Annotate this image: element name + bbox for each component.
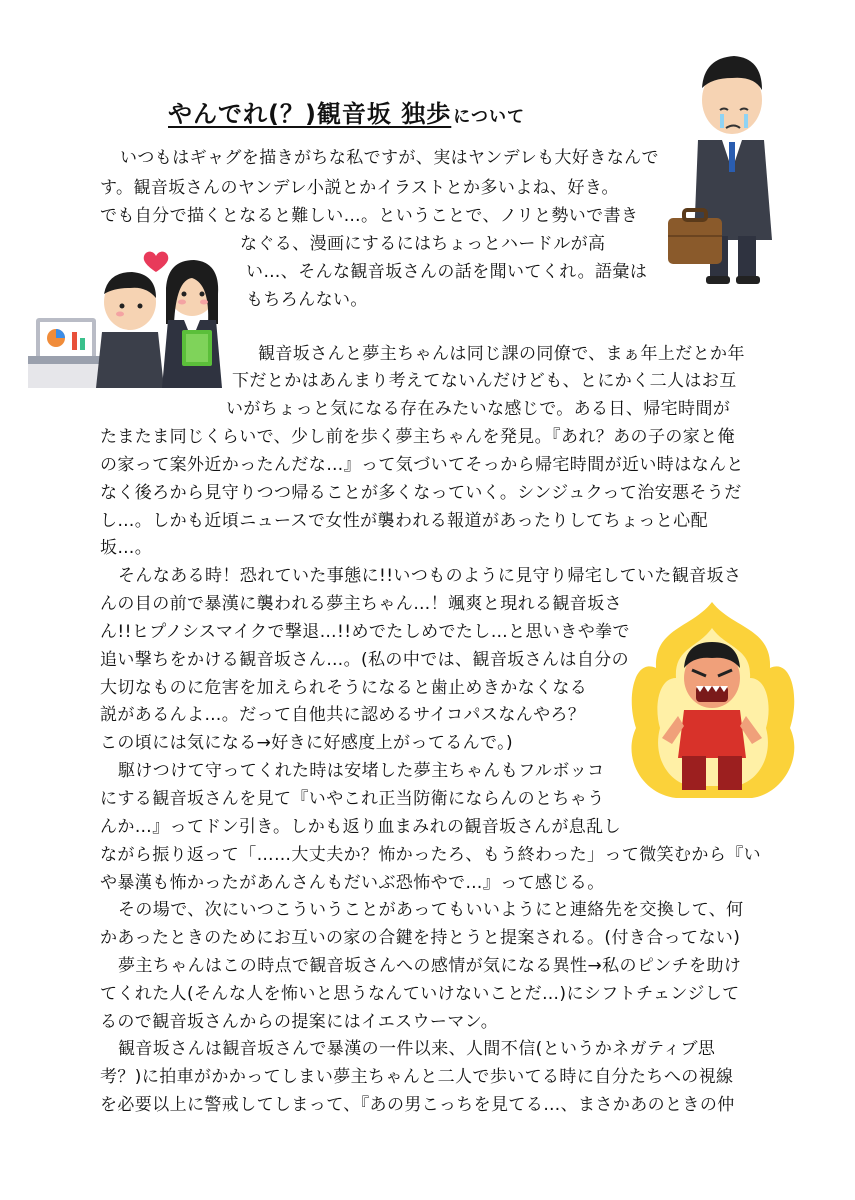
text-line: 追い撃ちをかける観音坂さん…。(私の中では、観音坂さんは自分の bbox=[100, 650, 630, 670]
text-line: 駆けつけて守ってくれた時は安堵した夢主ちゃんもフルボッコ bbox=[118, 761, 605, 781]
text-line: この頃には気になる→好きに好感度上がってるんで。) bbox=[100, 733, 514, 753]
page-title bbox=[168, 94, 525, 129]
text-line: い…、そんな観音坂さんの話を聞いてくれ。語彙は bbox=[246, 262, 648, 282]
angry-man-fire-illustration bbox=[622, 598, 804, 802]
text-line: んか…』ってドン引き。しかも返り血まみれの観音坂さんが息乱し bbox=[100, 817, 621, 837]
title-main: やんでれ(？)観音坂 独歩 bbox=[168, 100, 452, 128]
text-line: るので観音坂さんからの提案にはイエスウーマン。 bbox=[100, 1012, 499, 1032]
text-line: 観音坂さんは観音坂さんで暴漢の一件以来、人間不信(というかネガティブ思 bbox=[118, 1039, 716, 1059]
text-line: 夢主ちゃんはこの時点で観音坂さんへの感情が気になる異性→私のピンチを助け bbox=[118, 956, 742, 976]
text-line: その場で、次にいつこういうことがあってもいいようにと連絡先を交換して、何 bbox=[118, 900, 744, 920]
text-line: 下だとかはあんまり考えてないんだけども、とにかく二人はお互 bbox=[232, 371, 737, 391]
text-line: 大切なものに危害を加えられそうになると歯止めきかなくなる bbox=[100, 678, 588, 698]
text-line: そんなある時！恐れていた事態に!!いつものように見守り帰宅していた観音坂さ bbox=[118, 566, 742, 586]
text-line: ながら振り返って「……大丈夫か？怖かったろ、もう終わった」って微笑むから『い bbox=[100, 845, 762, 865]
text-line: ん!!ヒプノシスマイクで撃退…!!めでたしめでたし…と思いきや拳で bbox=[100, 622, 630, 642]
text-line: や暴漢も怖かったがあんさんもだいぶ恐怖やで…』って感じる。 bbox=[100, 873, 605, 893]
text-line: もちろんない。 bbox=[246, 290, 368, 310]
text-line: いがちょっと気になる存在みたいな感じで。ある日、帰宅時間が bbox=[226, 399, 731, 419]
text-line: の家って案外近かったんだな…』って気づいてそっから帰宅時間が近い時はなんと bbox=[100, 455, 744, 475]
text-line: んの目の前で暴漢に襲われる夢主ちゃん…！颯爽と現れる観音坂さ bbox=[100, 594, 622, 614]
text-line: でも自分で描くとなると難しい…。ということで、ノリと勢いで書き bbox=[100, 206, 639, 226]
title-suffix: について bbox=[453, 107, 525, 127]
sad-businessman-illustration bbox=[660, 40, 780, 290]
text-line: いつもはギャグを描きがちな私ですが、実はヤンデレも大好きなんで bbox=[120, 148, 659, 168]
text-line: す。観音坂さんのヤンデレ小説とかイラストとか多いよね、好き。 bbox=[100, 178, 619, 198]
text-line: 観音坂さんと夢主ちゃんは同じ課の同僚で、まぁ年上だとか年 bbox=[258, 344, 745, 364]
text-line: し…。しかも近頃ニュースで女性が襲われる報道があったりしてちょっと心配 bbox=[100, 511, 708, 531]
text-line: 考？)に拍車がかかってしまい夢主ちゃんと二人で歩いてる時に自分たちへの視線 bbox=[100, 1067, 734, 1087]
text-line: かあったときのためにお互いの家の合鍵を持とうと提案される。(付き合ってない) bbox=[100, 928, 741, 948]
text-line: にする観音坂さんを見て『いやこれ正当防衛にならんのとちゃう bbox=[100, 789, 605, 809]
heart-icon bbox=[144, 252, 169, 272]
text-line: たまたま同じくらいで、少し前を歩く夢主ちゃんを発見。『あれ？あの子の家と俺 bbox=[100, 427, 735, 447]
text-line: なく後ろから見守りつつ帰ることが多くなっていく。シンジュクって治安悪そうだ bbox=[100, 483, 742, 503]
text-line: てくれた人(そんな人を怖いと思うなんていけないことだ…)にシフトチェンジして bbox=[100, 984, 740, 1004]
text-line: なぐる、漫画にするにはちょっとハードルが高 bbox=[240, 234, 606, 254]
office-couple-illustration bbox=[22, 244, 227, 394]
text-line: を必要以上に警戒してしまって、『あの男こっちを見てる…、まさかあのときの仲 bbox=[100, 1095, 735, 1115]
text-line: 坂…。 bbox=[100, 538, 153, 558]
text-line: 説があるんよ…。だって自他共に認めるサイコパスなんやろ？ bbox=[100, 705, 586, 725]
